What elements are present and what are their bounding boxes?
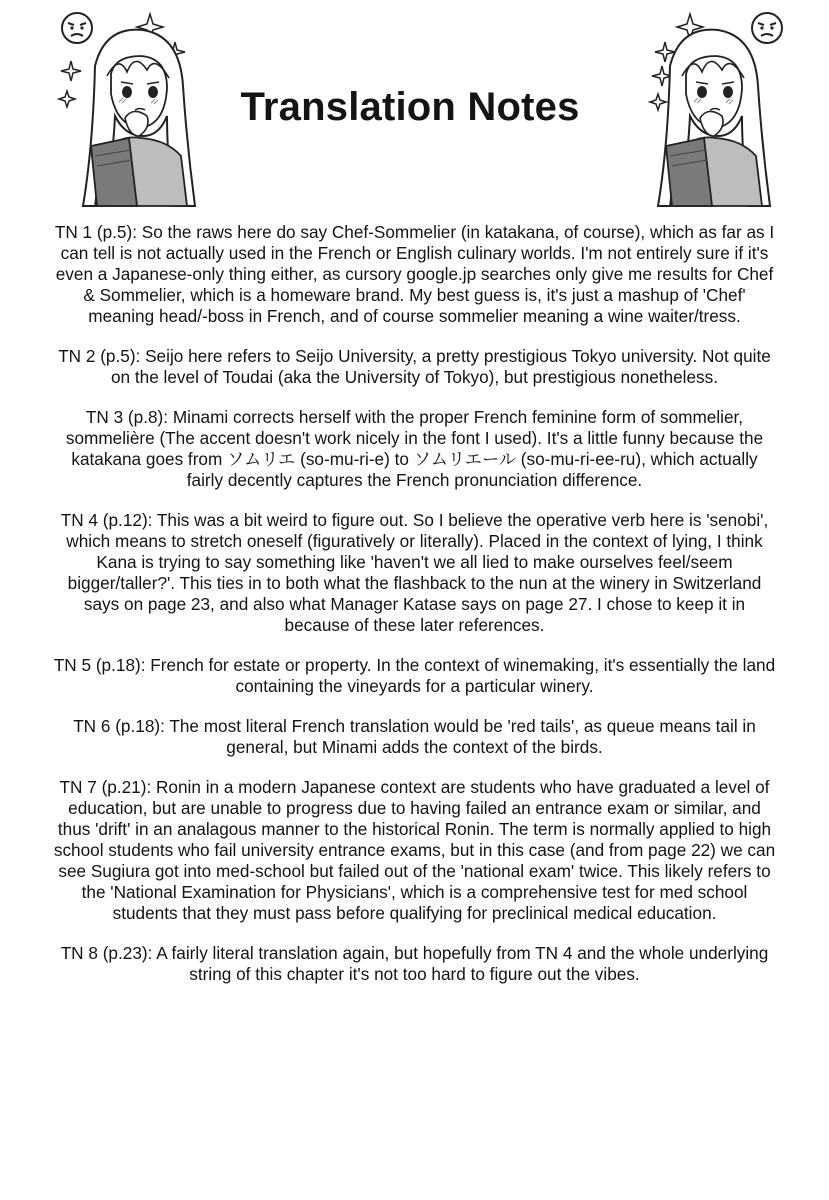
page-title: Translation Notes (240, 85, 580, 129)
translation-note: TN 8 (p.23): A fairly literal translation again, but hopefully from TN 4 and the whole underlying string of this chapter it's not too hard to figure out the vibes. (60, 943, 769, 984)
translation-note: TN 1 (p.5): So the raws here do say Chef-Sommelier (in katakana, of course), which as far as I can tell is not actually used in the French or English culinary worlds. I'm not entirely sure if it's even a Japanese-only thing either, as cursory google.jp searches only give me results for Chef & Sommelier, which is a homeware brand. My best guess is, it's just a mashup of 'Chef' meaning head/-boss in French, and of course sommelier meaning a wine waiter/tress. (54, 222, 775, 326)
translation-note: TN 6 (p.18): The most literal French translation would be 'red tails', as queue means tail in general, but Minami adds the context of the birds. (73, 716, 756, 757)
translation-note: TN 5 (p.18): French for estate or property. In the context of winemaking, it's essentially the land containing the vineyards for a particular winery. (53, 655, 776, 696)
translation-note: TN 3 (p.8): Minami corrects herself with the proper French feminine form of sommelier, sommelière (The accent doesn't work nicely in the font I used). It's a little funny because the katakana goes from ソムリエ (so-mu-ri-e) to ソムリエール (so-mu-ri-ee-ru), which actually fairly decently captures the French pronunciation difference. (65, 407, 764, 490)
girl-thinking-holding-book-icon (640, 6, 790, 211)
translation-note: TN 4 (p.12): This was a bit weird to figure out. So I believe the operative verb here is 'senobi', which means to stretch oneself (figuratively or literally). Placed in the context of lying, I think Kana is trying to say something like 'haven't we all lied to make ourselves feel/seem bigger/taller?'. This ties in to both what the flashback to the nun at the winery in Switzerland says on page 23, and also what Manager Katase says on page 27. I chose to keep it in because of these later references. (60, 510, 769, 635)
frown-face-icon (62, 13, 92, 43)
translation-note: TN 7 (p.21): Ronin in a modern Japanese context are students who have graduated a level of education, but are unable to progress due to having failed an entrance exam or similar, and thus 'drift' in an analagous manner to the historical Ronin. The term is normally applied to high school students who fail university entrance exams, but in this case (and from page 22) we can see Sugiura got into med-school but failed out of the 'national exam' twice. This likely refers to the 'National Examination for Physicians', which is a comprehensive test for med school students that they must pass before qualifying for preclinical medical education. (53, 777, 776, 923)
frown-face-icon (752, 13, 782, 43)
translation-note: TN 2 (p.5): Seijo here refers to Seijo University, a pretty prestigious Tokyo university. Not quite on the level of Toudai (aka the University of Tokyo), but prestigious nonetheless. (58, 346, 771, 387)
translation-notes-list (52, 222, 777, 1004)
